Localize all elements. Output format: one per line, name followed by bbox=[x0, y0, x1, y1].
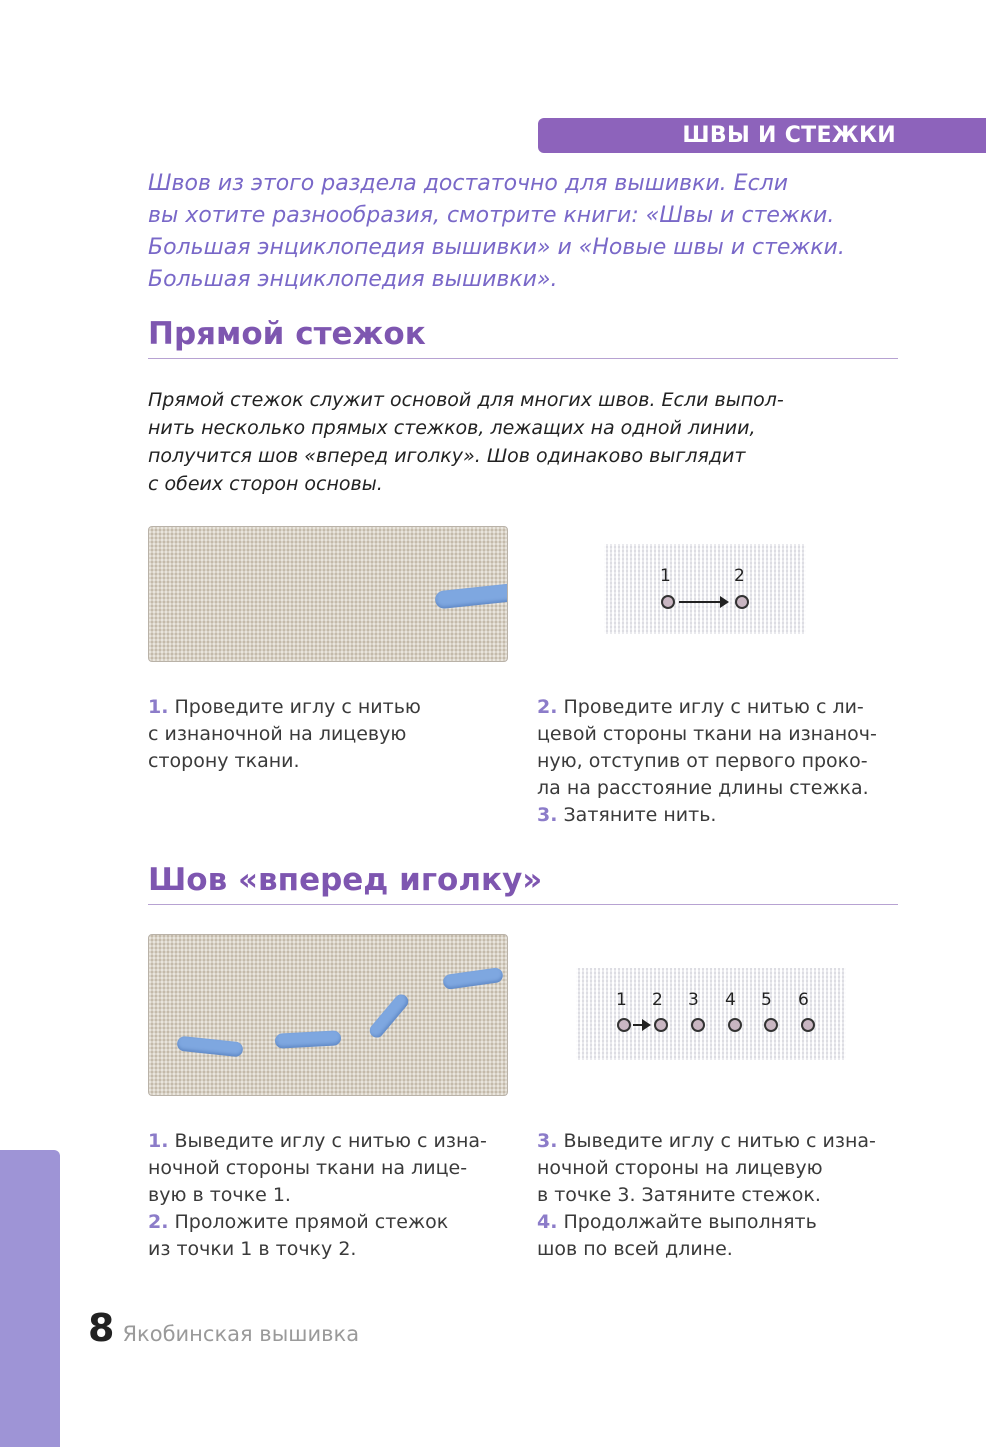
straight-stitch-diagram bbox=[604, 544, 806, 634]
point-label-4: 4 bbox=[725, 990, 736, 1010]
step-text-line: Продолжайте выполнять bbox=[563, 1211, 817, 1233]
needle-point-1 bbox=[617, 1018, 631, 1032]
page-number: 8 bbox=[88, 1306, 115, 1350]
needle-point-6 bbox=[801, 1018, 815, 1032]
intro-line: Швов из этого раздела достаточно для вышивки. Если bbox=[148, 171, 789, 196]
running-step-3-4 bbox=[537, 1128, 937, 1263]
step-text-line: ночной стороны ткани на лице- bbox=[148, 1157, 468, 1179]
point-label-2: 2 bbox=[734, 566, 745, 586]
step-text-line: Проведите иглу с нитью bbox=[174, 696, 421, 718]
step-number: 3. bbox=[537, 1130, 558, 1152]
arrow-icon bbox=[679, 601, 727, 603]
straight-stitch-heading: Прямой стежок bbox=[148, 316, 898, 359]
step-text-line: вую в точке 1. bbox=[148, 1184, 291, 1206]
running-step-1-2 bbox=[148, 1128, 528, 1263]
straight-step-2-3 bbox=[537, 694, 937, 829]
straight-stitch-photo bbox=[148, 526, 508, 662]
needle-point-3 bbox=[691, 1018, 705, 1032]
blue-thread-stitch bbox=[434, 583, 508, 610]
straight-step-1 bbox=[148, 694, 508, 775]
step-number: 1. bbox=[148, 1130, 169, 1152]
page-footer bbox=[88, 1306, 359, 1350]
lead-line: нить несколько прямых стежков, лежащих на одной линии, bbox=[148, 417, 756, 439]
blue-thread-stitch bbox=[367, 992, 411, 1041]
point-label-1: 1 bbox=[616, 990, 627, 1010]
needle-point-1 bbox=[661, 595, 675, 609]
intro-line: Большая энциклопедия вышивки» и «Новые швы и стежки. bbox=[148, 235, 845, 260]
point-label-6: 6 bbox=[798, 990, 809, 1010]
point-label-3: 3 bbox=[688, 990, 699, 1010]
point-label-1: 1 bbox=[660, 566, 671, 586]
intro-text bbox=[148, 168, 928, 296]
step-text-line: в точке 3. Затяните стежок. bbox=[537, 1184, 821, 1206]
step-text-line: ла на расстояние длины стежка. bbox=[537, 777, 869, 799]
point-label-5: 5 bbox=[761, 990, 772, 1010]
lead-line: с обеих сторон основы. bbox=[148, 473, 383, 495]
blue-thread-stitch bbox=[176, 1036, 243, 1058]
step-text-line: сторону ткани. bbox=[148, 750, 300, 772]
step-number: 4. bbox=[537, 1211, 558, 1233]
step-text-line: Проложите прямой стежок bbox=[174, 1211, 449, 1233]
straight-stitch-lead bbox=[148, 386, 908, 498]
step-text-line: ночной стороны на лицевую bbox=[537, 1157, 823, 1179]
needle-point-2 bbox=[654, 1018, 668, 1032]
lead-line: Прямой стежок служит основой для многих швов. Если выпол- bbox=[148, 389, 784, 411]
step-number: 1. bbox=[148, 696, 169, 718]
step-number: 2. bbox=[148, 1211, 169, 1233]
step-text-line: Выведите иглу с нитью с изна- bbox=[174, 1130, 487, 1152]
needle-point-4 bbox=[728, 1018, 742, 1032]
blue-thread-stitch bbox=[442, 967, 504, 990]
step-text-line: с изнаночной на лицевую bbox=[148, 723, 407, 745]
step-text-line: Затяните нить. bbox=[563, 804, 717, 826]
arrow-icon bbox=[633, 1024, 649, 1026]
step-text-line: Проведите иглу с нитью с ли- bbox=[563, 696, 864, 718]
needle-point-5 bbox=[764, 1018, 778, 1032]
intro-line: вы хотите разнообразия, смотрите книги: «Швы и стежки. bbox=[148, 203, 835, 228]
step-number: 3. bbox=[537, 804, 558, 826]
intro-line: Большая энциклопедия вышивки». bbox=[148, 267, 558, 292]
running-stitch-diagram bbox=[576, 968, 846, 1060]
chapter-side-bar bbox=[0, 1150, 60, 1447]
step-text-line: из точки 1 в точку 2. bbox=[148, 1238, 357, 1260]
section-tab: ШВЫ И СТЕЖКИ bbox=[538, 118, 986, 153]
step-text-line: цевой стороны ткани на изнаноч- bbox=[537, 723, 877, 745]
point-label-2: 2 bbox=[652, 990, 663, 1010]
needle-point-2 bbox=[735, 595, 749, 609]
running-stitch-heading: Шов «вперед иголку» bbox=[148, 862, 898, 905]
step-number: 2. bbox=[537, 696, 558, 718]
blue-thread-stitch bbox=[275, 1030, 342, 1048]
step-text-line: Выведите иглу с нитью с изна- bbox=[563, 1130, 876, 1152]
lead-line: получится шов «вперед иголку». Шов одинаково выглядит bbox=[148, 445, 746, 467]
step-text-line: ную, отступив от первого проко- bbox=[537, 750, 868, 772]
book-title: Якобинская вышивка bbox=[122, 1322, 360, 1346]
running-stitch-photo bbox=[148, 934, 508, 1096]
step-text-line: шов по всей длине. bbox=[537, 1238, 733, 1260]
